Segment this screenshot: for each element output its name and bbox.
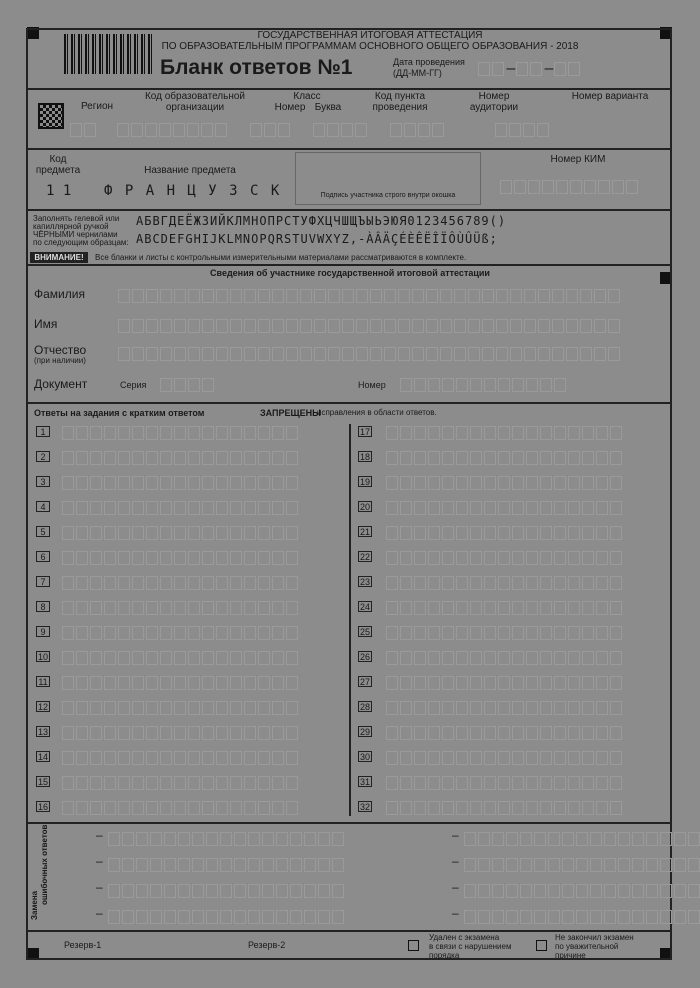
answer-cells-20[interactable] [386,499,624,517]
label-org-code-1: Код образовательной [144,91,246,102]
instruction-2: капиллярной ручкой [33,222,109,231]
label-variant: Номер варианта [571,91,649,102]
participant-cells[interactable] [118,317,622,335]
sample-row-2: ABCDEFGHIJKLMNOPQRSTUVWXYZ,-ÀÂÄÇÉÈÊËÎÏÔÙÛÜß; [136,232,498,246]
answer-cells-18[interactable] [386,449,624,467]
answer-number: 12 [37,702,48,712]
replacement-cells[interactable] [108,830,346,848]
label-document: Документ [34,377,88,391]
replacement-cells[interactable] [108,882,346,900]
label-region: Регион [80,101,114,112]
kim-cells[interactable] [500,178,640,196]
subject-name-value: Ф Р А Н Ц У З С К [104,183,282,199]
answer-cells-16[interactable] [62,799,300,817]
answer-number: 7 [36,576,50,587]
date-format: (ДД-ММ-ГГ) [393,68,442,78]
answer-number: 17 [359,427,370,437]
label-room-1: Номер [478,91,510,102]
answer-cells-28[interactable] [386,699,624,717]
divider [26,148,672,150]
instruction-4: по следующим образцам: [33,238,129,247]
qr-code [38,103,64,129]
answers-split [349,424,351,816]
divider [26,402,672,404]
removed-text: Удален с экзамена в связи с нарушением порядка [429,933,512,960]
replacement-cells[interactable] [464,882,700,900]
answer-number: 2 [36,451,50,462]
answer-number: 10 [37,652,48,662]
document-number-cells[interactable] [400,376,568,394]
answer-number: 8 [36,601,50,612]
answer-number: 31 [359,777,370,787]
answer-cells-8[interactable] [62,599,300,617]
date-label: Дата проведения [393,57,465,67]
divider [26,930,672,932]
replacement-dash: – [452,828,459,842]
answer-number: 32 [359,802,370,812]
answer-number: 28 [359,702,370,712]
answer-number: 21 [359,527,370,537]
answer-number: 22 [359,552,370,562]
answer-cells-14[interactable] [62,749,300,767]
label-subject-code-2: предмета [35,165,81,176]
answer-cells-32[interactable] [386,799,624,817]
answer-number: 15 [37,777,48,787]
replacement-dash: – [96,828,103,842]
answer-number: 16 [37,802,48,812]
participant-cells[interactable] [118,345,622,363]
answer-number: 27 [359,677,370,687]
answer-cells-9[interactable] [62,624,300,642]
answer-cells-13[interactable] [62,724,300,742]
replacement-dash: – [452,906,459,920]
instruction-3: ЧЁРНЫМИ чернилами [33,230,118,239]
forbidden-text: исправления в области ответов. [317,408,437,417]
answer-number: 26 [359,652,370,662]
answer-number: 4 [36,501,50,512]
divider [26,88,672,90]
answer-cells-6[interactable] [62,549,300,567]
answer-cells-29[interactable] [386,724,624,742]
label-class: Класс [293,91,321,102]
label-kim: Номер КИМ [550,154,606,165]
sample-row-1: АБВГДЕЁЖЗИЙКЛМНОПРСТУФХЦЧШЩЪЫЬЭЮЯ0123456789() [136,214,507,228]
replacement-cells[interactable] [108,908,346,926]
answer-number: 29 [359,727,370,737]
warning-badge: ВНИМАНИЕ! [30,252,88,263]
label-series: Серия [120,380,147,390]
answer-cells-23[interactable] [386,574,624,592]
answer-cells-24[interactable] [386,599,624,617]
participant-title: Сведения об участнике государственной итоговой аттестации [210,268,490,278]
reserve-1: Резерв-1 [64,940,102,950]
signature-box[interactable] [295,152,481,205]
label-patronymic: Отчество [34,343,87,357]
answer-cells-11[interactable] [62,674,300,692]
participant-cells[interactable] [118,287,622,305]
label-org-code-2: организации [165,102,225,113]
answer-cells-25[interactable] [386,624,624,642]
top-code-cells[interactable] [70,121,551,139]
answer-number: 30 [359,752,370,762]
answer-number: 23 [359,577,370,587]
subject-code-value: 1 1 [46,183,72,199]
label-name: Имя [34,317,58,331]
replacement-label-1: Замена [30,890,39,920]
answer-cells-5[interactable] [62,524,300,542]
answer-cells-12[interactable] [62,699,300,717]
replacement-cells[interactable] [108,856,346,874]
answer-cells-21[interactable] [386,524,624,542]
answer-cells-26[interactable] [386,649,624,667]
barcode [64,34,154,74]
label-point-2: проведения [372,102,428,113]
form-title: Бланк ответов №1 [160,56,353,79]
label-subject-code-1: Код [49,154,67,165]
answer-number: 13 [37,727,48,737]
label-subject-name: Название предмета [144,165,236,176]
answer-number: 6 [36,551,50,562]
answer-number: 25 [359,627,370,637]
replacement-label-2: ошибочных ответов [40,824,49,905]
divider [26,264,672,266]
answer-cells-15[interactable] [62,774,300,792]
label-surname: Фамилия [34,287,85,301]
reserve-2: Резерв-2 [248,940,286,950]
answer-cells-31[interactable] [386,774,624,792]
answer-number: 11 [36,676,50,687]
answer-cells-17[interactable] [386,424,624,442]
header-line2: ПО ОБРАЗОВАТЕЛЬНЫМ ПРОГРАММАМ ОСНОВНОГО ОБЩЕГО ОБРАЗОВАНИЯ - 2018 [161,41,579,52]
answers-title: Ответы на задания с кратким ответом [34,408,205,418]
date-cells[interactable]: – – [478,60,582,78]
answer-number: 24 [359,602,370,612]
header-line1: ГОСУДАРСТВЕННАЯ ИТОГОВАЯ АТТЕСТАЦИЯ [257,30,483,41]
answer-number: 20 [359,502,370,512]
replacement-dash: – [96,906,103,920]
patronymic-note: (при наличии) [34,356,86,365]
not-finished-checkbox[interactable] [536,940,547,951]
answer-cells-27[interactable] [386,674,624,692]
answer-number: 9 [36,626,50,637]
label-point-1: Код пункта [374,91,426,102]
signature-note: Подпись участника строго внутри окошка [320,192,456,199]
answer-number: 14 [37,752,48,762]
answer-cells-22[interactable] [386,549,624,567]
answer-cells-7[interactable] [62,574,300,592]
not-finished-text: Не закончил экзамен по уважительной причине [555,933,634,960]
replacement-dash: – [452,880,459,894]
replacement-cells[interactable] [464,830,700,848]
instruction-1: Заполнять гелевой или [33,214,120,223]
replacement-dash: – [452,854,459,868]
answer-cells-2[interactable] [62,449,300,467]
document-series-cells[interactable] [160,376,216,394]
divider [26,822,672,824]
label-class-letter: Буква [314,102,342,113]
answer-cells-1[interactable] [62,424,300,442]
answer-number: 3 [36,476,50,487]
removed-checkbox[interactable] [408,940,419,951]
replacement-cells[interactable] [464,856,700,874]
answer-cells-4[interactable] [62,499,300,517]
answer-cells-10[interactable] [62,649,300,667]
answer-number: 18 [359,452,370,462]
answer-number: 19 [359,477,370,487]
answer-number: 1 [36,426,50,437]
label-room-2: аудитории [469,102,519,113]
replacement-cells[interactable] [464,908,700,926]
answer-cells-19[interactable] [386,474,624,492]
warning-text: Все бланки и листы с контрольными измерительными материалами рассматриваются в комплекте. [95,253,467,262]
forbidden-label: ЗАПРЕЩЕНЫ [260,408,321,418]
label-number: Номер [358,380,386,390]
divider [26,209,672,211]
answer-number: 5 [36,526,50,537]
replacement-dash: – [96,854,103,868]
answer-cells-3[interactable] [62,474,300,492]
replacement-dash: – [96,880,103,894]
label-class-num: Номер [274,102,306,113]
answer-cells-30[interactable] [386,749,624,767]
